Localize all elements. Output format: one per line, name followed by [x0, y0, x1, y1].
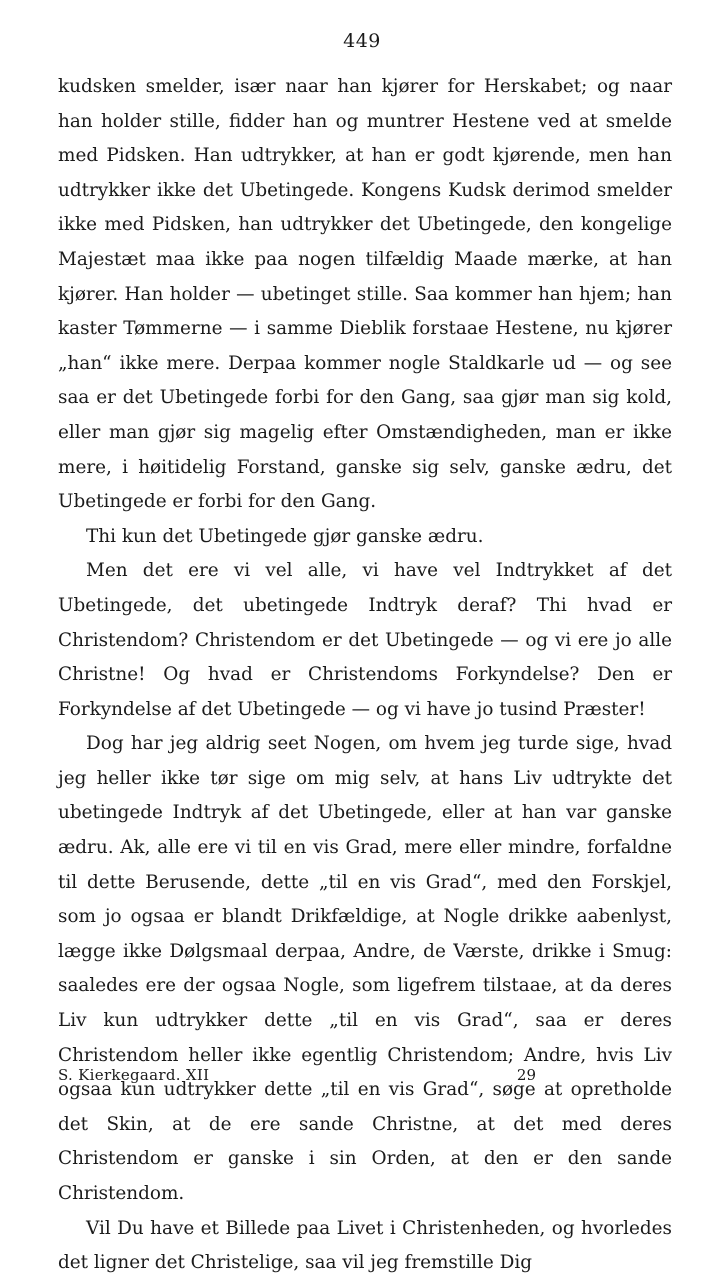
- paragraph: Dog har jeg aldrig seet Nogen, om hvem jeg turde sige, hvad jeg heller ikke tør sige om mig selv, at hans Liv udtrykte det ubetingede Indtryk af det Ubetingede, eller at han var ganske ædru. Ak, alle ere vi til en vis Grad, mere eller mindre, forfaldne til dette Berusende, dette „til en vis Grad“, med den Forskjel, som jo ogsaa er blandt Drikfældige, at Nogle drikke aabenlyst, lægge ikke Dølgsmaal derpaa, Andre, de Værste, drikke i Smug: saaledes ere der ogsaa Nogle, som ligefrem tilstaae, at da deres Liv kun udtrykker dette „til en vis Grad“, saa er deres Christendom heller ikke egentlig Christendom; Andre, hvis Liv ogsaa kun udtrykker dette „til en vis Grad“, søge at opretholde det Skin, at de ere sande Christne, at det med deres Christendom er ganske i sin Orden, at den er den sande Christendom.: [58, 733, 672, 1204]
- body-text: [58, 70, 672, 1281]
- page-footer: [58, 1066, 536, 1084]
- footer-sheet-number: 29: [516, 1066, 536, 1084]
- paragraph: Men det ere vi vel alle, vi have vel Indtrykket af det Ubetingede, det ubetingede Indtryk deraf? Thi hvad er Christendom? Christendom er det Ubetingede — og vi ere jo alle Christne! Og hvad er Christendoms Forkyndelse? Den er Forkyndelse af det Ubetingede — og vi have jo tusind Præster!: [58, 560, 672, 720]
- page-number: 449: [343, 30, 381, 52]
- paragraph: kudsken smelder, især naar han kjører for Herskabet; og naar han holder stille, fidder han og muntrer Hestene ved at smelde med Pidsken. Han udtrykker, at han er godt kjørende, men han udtrykker ikke det Ubetingede. Kongens Kudsk derimod smelder ikke med Pidsken, han udtrykker det Ubetingede, den kongelige Majestæt maa ikke paa nogen tilfældig Maade mærke, at han kjører. Han holder — ubetinget stille. Saa kommer han hjem; han kaster Tømmerne — i samme Dieblik forstaae Hestene, nu kjører „han“ ikke mere. Derpaa kommer nogle Staldkarle ud — og see saa er det Ubetingede forbi for den Gang, saa gjør man sig kold, eller man gjør sig magelig efter Omstændigheden, man er ikke mere, i høitidelig Forstand, ganske sig selv, ganske ædru, det Ubetingede er forbi for den Gang.: [58, 76, 672, 513]
- paragraph: Thi kun det Ubetingede gjør ganske ædru.: [86, 525, 484, 547]
- footer-signature: S. Kierkegaard. XII: [58, 1066, 210, 1084]
- paragraph: Vil Du have et Billede paa Livet i Christenheden, og hvorledes det ligner det Christelige, saa vil jeg fremstille Dig: [58, 1217, 672, 1274]
